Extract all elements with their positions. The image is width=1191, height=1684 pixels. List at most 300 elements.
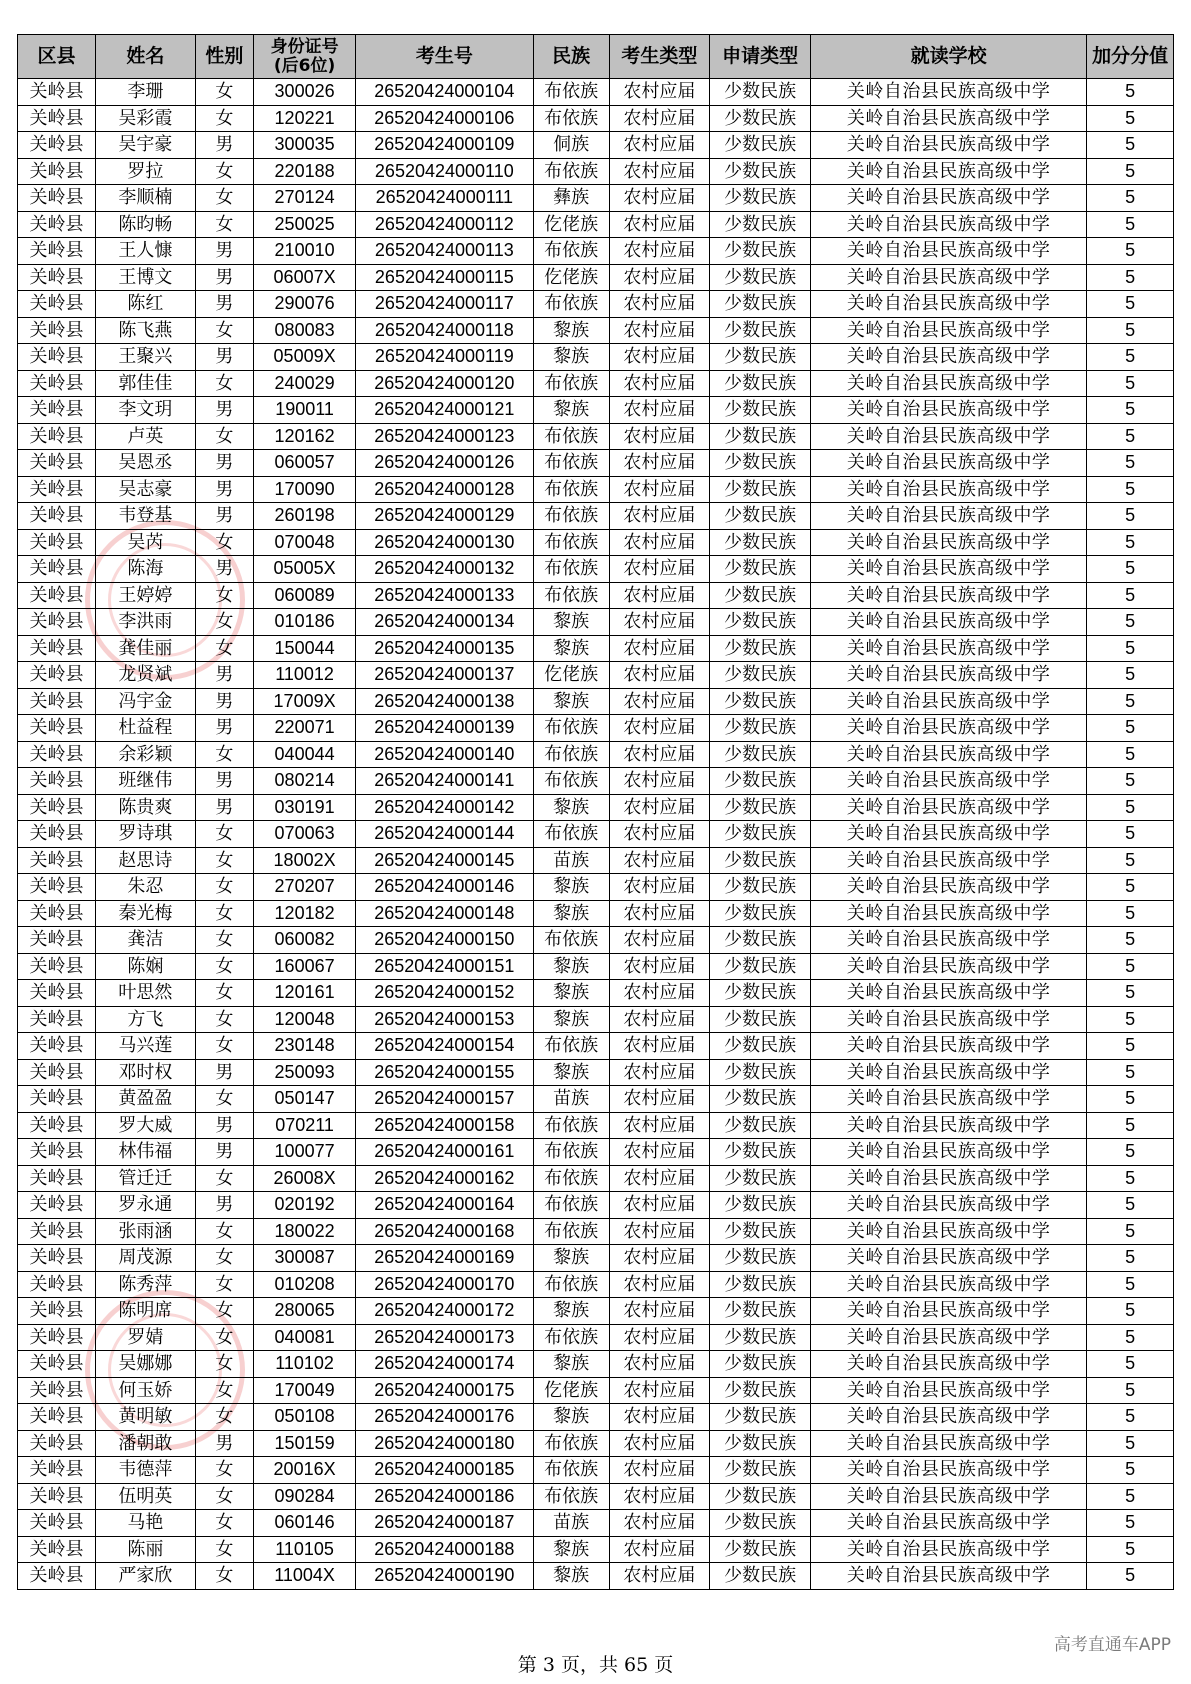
cell-name: 罗诗琪: [96, 821, 196, 848]
cell-school: 关岭自治县民族高级中学: [811, 264, 1087, 291]
cell-district: 关岭县: [18, 1165, 96, 1192]
cell-gender: 女: [195, 105, 254, 132]
cell-candidate-type: 农村应届: [609, 900, 710, 927]
cell-ethnicity: 布依族: [533, 529, 609, 556]
cell-district: 关岭县: [18, 1006, 96, 1033]
table-row: [18, 1165, 1174, 1192]
cell-exam-number: 26520424000138: [356, 688, 534, 715]
cell-school: 关岭自治县民族高级中学: [811, 1510, 1087, 1537]
cell-name: 马兴莲: [96, 1033, 196, 1060]
cell-ethnicity: 布依族: [533, 105, 609, 132]
cell-name: 龚佳丽: [96, 635, 196, 662]
cell-bonus-points: 5: [1087, 1139, 1174, 1166]
cell-name: 李文玥: [96, 397, 196, 424]
cell-id-last6: 280065: [254, 1298, 356, 1325]
cell-gender: 女: [195, 1324, 254, 1351]
table-row: [18, 1271, 1174, 1298]
cell-id-last6: 030191: [254, 794, 356, 821]
cell-application-type: 少数民族: [710, 105, 811, 132]
cell-exam-number: 26520424000139: [356, 715, 534, 742]
cell-application-type: 少数民族: [710, 821, 811, 848]
cell-exam-number: 26520424000174: [356, 1351, 534, 1378]
table-row: [18, 79, 1174, 106]
cell-name: 周茂源: [96, 1245, 196, 1272]
cell-candidate-type: 农村应届: [609, 397, 710, 424]
cell-district: 关岭县: [18, 79, 96, 106]
cell-district: 关岭县: [18, 423, 96, 450]
cell-ethnicity: 布依族: [533, 927, 609, 954]
header-id-last6: [254, 35, 356, 79]
cell-application-type: 少数民族: [710, 582, 811, 609]
cell-district: 关岭县: [18, 662, 96, 689]
cell-name: 王婷婷: [96, 582, 196, 609]
cell-application-type: 少数民族: [710, 344, 811, 371]
cell-name: 冯宇金: [96, 688, 196, 715]
cell-id-last6: 120182: [254, 900, 356, 927]
cell-id-last6: 080214: [254, 768, 356, 795]
cell-school: 关岭自治县民族高级中学: [811, 1165, 1087, 1192]
cell-school: 关岭自治县民族高级中学: [811, 635, 1087, 662]
cell-bonus-points: 5: [1087, 1006, 1174, 1033]
cell-application-type: 少数民族: [710, 1139, 811, 1166]
cell-id-last6: 010186: [254, 609, 356, 636]
table-row: [18, 450, 1174, 477]
cell-candidate-type: 农村应届: [609, 1059, 710, 1086]
cell-bonus-points: 5: [1087, 158, 1174, 185]
cell-id-last6: 220188: [254, 158, 356, 185]
cell-gender: 女: [195, 185, 254, 212]
cell-exam-number: 26520424000170: [356, 1271, 534, 1298]
cell-bonus-points: 5: [1087, 1271, 1174, 1298]
cell-exam-number: 26520424000129: [356, 503, 534, 530]
cell-ethnicity: 黎族: [533, 1351, 609, 1378]
cell-exam-number: 26520424000104: [356, 79, 534, 106]
cell-id-last6: 060089: [254, 582, 356, 609]
cell-candidate-type: 农村应届: [609, 317, 710, 344]
cell-application-type: 少数民族: [710, 238, 811, 265]
cell-bonus-points: 5: [1087, 1483, 1174, 1510]
cell-name: 张雨涵: [96, 1218, 196, 1245]
cell-exam-number: 26520424000130: [356, 529, 534, 556]
cell-exam-number: 26520424000164: [356, 1192, 534, 1219]
header-exam-number: 考生号: [356, 35, 534, 79]
cell-exam-number: 26520424000157: [356, 1086, 534, 1113]
cell-bonus-points: 5: [1087, 264, 1174, 291]
cell-district: 关岭县: [18, 1324, 96, 1351]
cell-application-type: 少数民族: [710, 1324, 811, 1351]
cell-school: 关岭自治县民族高级中学: [811, 503, 1087, 530]
header-bonus-points: 加分分值: [1087, 35, 1174, 79]
cell-name: 陈昀畅: [96, 211, 196, 238]
cell-ethnicity: 黎族: [533, 874, 609, 901]
cell-bonus-points: 5: [1087, 1218, 1174, 1245]
cell-name: 李洪雨: [96, 609, 196, 636]
cell-school: 关岭自治县民族高级中学: [811, 529, 1087, 556]
cell-name: 邓时权: [96, 1059, 196, 1086]
cell-bonus-points: 5: [1087, 715, 1174, 742]
cell-candidate-type: 农村应届: [609, 1351, 710, 1378]
cell-name: 严家欣: [96, 1563, 196, 1590]
cell-candidate-type: 农村应届: [609, 185, 710, 212]
cell-application-type: 少数民族: [710, 529, 811, 556]
cell-id-last6: 110012: [254, 662, 356, 689]
cell-id-last6: 050108: [254, 1404, 356, 1431]
cell-district: 关岭县: [18, 1218, 96, 1245]
cell-id-last6: 070063: [254, 821, 356, 848]
cell-id-last6: 040081: [254, 1324, 356, 1351]
cell-candidate-type: 农村应届: [609, 238, 710, 265]
cell-bonus-points: 5: [1087, 1536, 1174, 1563]
cell-school: 关岭自治县民族高级中学: [811, 609, 1087, 636]
cell-school: 关岭自治县民族高级中学: [811, 1112, 1087, 1139]
cell-exam-number: 26520424000110: [356, 158, 534, 185]
cell-gender: 女: [195, 423, 254, 450]
cell-candidate-type: 农村应届: [609, 1324, 710, 1351]
table-row: [18, 768, 1174, 795]
cell-application-type: 少数民族: [710, 423, 811, 450]
cell-gender: 女: [195, 874, 254, 901]
cell-candidate-type: 农村应届: [609, 1483, 710, 1510]
cell-bonus-points: 5: [1087, 1033, 1174, 1060]
cell-bonus-points: 5: [1087, 1059, 1174, 1086]
cell-school: 关岭自治县民族高级中学: [811, 847, 1087, 874]
cell-district: 关岭县: [18, 503, 96, 530]
cell-ethnicity: 布依族: [533, 158, 609, 185]
cell-bonus-points: 5: [1087, 1245, 1174, 1272]
cell-candidate-type: 农村应届: [609, 1006, 710, 1033]
cell-id-last6: 270124: [254, 185, 356, 212]
cell-school: 关岭自治县民族高级中学: [811, 1563, 1087, 1590]
cell-bonus-points: 5: [1087, 900, 1174, 927]
cell-school: 关岭自治县民族高级中学: [811, 1298, 1087, 1325]
cell-ethnicity: 仡佬族: [533, 1377, 609, 1404]
cell-gender: 男: [195, 132, 254, 159]
cell-school: 关岭自治县民族高级中学: [811, 874, 1087, 901]
cell-ethnicity: 布依族: [533, 582, 609, 609]
cell-ethnicity: 黎族: [533, 1536, 609, 1563]
cell-gender: 女: [195, 317, 254, 344]
cell-id-last6: 020192: [254, 1192, 356, 1219]
cell-id-last6: 070211: [254, 1112, 356, 1139]
cell-bonus-points: 5: [1087, 821, 1174, 848]
cell-district: 关岭县: [18, 1033, 96, 1060]
cell-id-last6: 010208: [254, 1271, 356, 1298]
cell-exam-number: 26520424000176: [356, 1404, 534, 1431]
cell-school: 关岭自治县民族高级中学: [811, 1483, 1087, 1510]
cell-bonus-points: 5: [1087, 1377, 1174, 1404]
cell-ethnicity: 黎族: [533, 1298, 609, 1325]
cell-name: 王人慷: [96, 238, 196, 265]
cell-school: 关岭自治县民族高级中学: [811, 1139, 1087, 1166]
cell-name: 马艳: [96, 1510, 196, 1537]
header-id-line1: 身份证号: [270, 36, 339, 57]
cell-gender: 女: [195, 1563, 254, 1590]
table-row: [18, 1033, 1174, 1060]
cell-name: 赵思诗: [96, 847, 196, 874]
cell-exam-number: 26520424000111: [356, 185, 534, 212]
cell-bonus-points: 5: [1087, 79, 1174, 106]
table-row: [18, 1563, 1174, 1590]
cell-gender: 男: [195, 1139, 254, 1166]
cell-ethnicity: 黎族: [533, 900, 609, 927]
cell-name: 陈明席: [96, 1298, 196, 1325]
cell-candidate-type: 农村应届: [609, 556, 710, 583]
cell-school: 关岭自治县民族高级中学: [811, 1404, 1087, 1431]
cell-name: 李顺楠: [96, 185, 196, 212]
table-row: [18, 1483, 1174, 1510]
cell-district: 关岭县: [18, 1059, 96, 1086]
cell-application-type: 少数民族: [710, 132, 811, 159]
cell-name: 吴娜娜: [96, 1351, 196, 1378]
cell-application-type: 少数民族: [710, 1059, 811, 1086]
cell-ethnicity: 彝族: [533, 185, 609, 212]
cell-exam-number: 26520424000168: [356, 1218, 534, 1245]
cell-ethnicity: 布依族: [533, 1324, 609, 1351]
cell-candidate-type: 农村应届: [609, 953, 710, 980]
cell-name: 秦光梅: [96, 900, 196, 927]
cell-exam-number: 26520424000186: [356, 1483, 534, 1510]
cell-exam-number: 26520424000142: [356, 794, 534, 821]
table-row: [18, 317, 1174, 344]
cell-exam-number: 26520424000117: [356, 291, 534, 318]
table-row: [18, 1059, 1174, 1086]
cell-ethnicity: 布依族: [533, 238, 609, 265]
cell-ethnicity: 苗族: [533, 1510, 609, 1537]
cell-name: 班继伟: [96, 768, 196, 795]
cell-exam-number: 26520424000113: [356, 238, 534, 265]
cell-gender: 男: [195, 1192, 254, 1219]
cell-application-type: 少数民族: [710, 476, 811, 503]
cell-school: 关岭自治县民族高级中学: [811, 1245, 1087, 1272]
table-row: [18, 185, 1174, 212]
cell-exam-number: 26520424000153: [356, 1006, 534, 1033]
cell-candidate-type: 农村应届: [609, 1033, 710, 1060]
cell-application-type: 少数民族: [710, 450, 811, 477]
cell-exam-number: 26520424000169: [356, 1245, 534, 1272]
cell-candidate-type: 农村应届: [609, 158, 710, 185]
cell-bonus-points: 5: [1087, 1298, 1174, 1325]
cell-district: 关岭县: [18, 874, 96, 901]
cell-exam-number: 26520424000132: [356, 556, 534, 583]
cell-id-last6: 190011: [254, 397, 356, 424]
cell-candidate-type: 农村应届: [609, 79, 710, 106]
cell-id-last6: 06007X: [254, 264, 356, 291]
cell-name: 陈丽: [96, 1536, 196, 1563]
cell-name: 叶思然: [96, 980, 196, 1007]
cell-name: 陈贵爽: [96, 794, 196, 821]
cell-district: 关岭县: [18, 529, 96, 556]
cell-candidate-type: 农村应届: [609, 450, 710, 477]
cell-candidate-type: 农村应届: [609, 1510, 710, 1537]
cell-application-type: 少数民族: [710, 794, 811, 821]
cell-name: 罗大威: [96, 1112, 196, 1139]
cell-exam-number: 26520424000150: [356, 927, 534, 954]
cell-candidate-type: 农村应届: [609, 503, 710, 530]
cell-id-last6: 150159: [254, 1430, 356, 1457]
cell-id-last6: 090284: [254, 1483, 356, 1510]
cell-candidate-type: 农村应届: [609, 1218, 710, 1245]
cell-exam-number: 26520424000133: [356, 582, 534, 609]
cell-gender: 男: [195, 688, 254, 715]
header-gender: 性别: [195, 35, 254, 79]
cell-gender: 女: [195, 1271, 254, 1298]
cell-gender: 女: [195, 635, 254, 662]
cell-district: 关岭县: [18, 821, 96, 848]
cell-application-type: 少数民族: [710, 874, 811, 901]
cell-ethnicity: 布依族: [533, 503, 609, 530]
table-header-row: [18, 35, 1174, 79]
cell-name: 吴恩丞: [96, 450, 196, 477]
cell-district: 关岭县: [18, 1245, 96, 1272]
cell-school: 关岭自治县民族高级中学: [811, 1006, 1087, 1033]
table-row: [18, 1192, 1174, 1219]
cell-application-type: 少数民族: [710, 1536, 811, 1563]
table-row: [18, 715, 1174, 742]
cell-exam-number: 26520424000134: [356, 609, 534, 636]
cell-exam-number: 26520424000172: [356, 1298, 534, 1325]
cell-application-type: 少数民族: [710, 768, 811, 795]
cell-id-last6: 170090: [254, 476, 356, 503]
cell-district: 关岭县: [18, 1536, 96, 1563]
cell-id-last6: 110105: [254, 1536, 356, 1563]
cell-district: 关岭县: [18, 1457, 96, 1484]
cell-school: 关岭自治县民族高级中学: [811, 317, 1087, 344]
table-row: [18, 1536, 1174, 1563]
cell-ethnicity: 黎族: [533, 1563, 609, 1590]
cell-bonus-points: 5: [1087, 662, 1174, 689]
cell-candidate-type: 农村应届: [609, 1457, 710, 1484]
cell-gender: 男: [195, 264, 254, 291]
cell-gender: 女: [195, 1298, 254, 1325]
cell-gender: 男: [195, 1059, 254, 1086]
cell-school: 关岭自治县民族高级中学: [811, 238, 1087, 265]
cell-bonus-points: 5: [1087, 238, 1174, 265]
cell-gender: 男: [195, 344, 254, 371]
cell-exam-number: 26520424000161: [356, 1139, 534, 1166]
cell-id-last6: 300026: [254, 79, 356, 106]
cell-exam-number: 26520424000120: [356, 370, 534, 397]
cell-district: 关岭县: [18, 1510, 96, 1537]
cell-district: 关岭县: [18, 768, 96, 795]
cell-candidate-type: 农村应届: [609, 1536, 710, 1563]
cell-candidate-type: 农村应届: [609, 1298, 710, 1325]
cell-bonus-points: 5: [1087, 344, 1174, 371]
cell-ethnicity: 布依族: [533, 1139, 609, 1166]
cell-bonus-points: 5: [1087, 927, 1174, 954]
cell-ethnicity: 布依族: [533, 1218, 609, 1245]
header-district: 区县: [18, 35, 96, 79]
cell-application-type: 少数民族: [710, 1457, 811, 1484]
table-row: [18, 397, 1174, 424]
cell-school: 关岭自治县民族高级中学: [811, 927, 1087, 954]
cell-candidate-type: 农村应届: [609, 344, 710, 371]
cell-school: 关岭自治县民族高级中学: [811, 741, 1087, 768]
cell-bonus-points: 5: [1087, 1324, 1174, 1351]
cell-school: 关岭自治县民族高级中学: [811, 211, 1087, 238]
cell-district: 关岭县: [18, 291, 96, 318]
cell-bonus-points: 5: [1087, 953, 1174, 980]
cell-district: 关岭县: [18, 1563, 96, 1590]
cell-application-type: 少数民族: [710, 211, 811, 238]
cell-school: 关岭自治县民族高级中学: [811, 450, 1087, 477]
cell-ethnicity: 布依族: [533, 370, 609, 397]
cell-ethnicity: 黎族: [533, 635, 609, 662]
table-row: [18, 476, 1174, 503]
cell-gender: 女: [195, 821, 254, 848]
cell-candidate-type: 农村应届: [609, 609, 710, 636]
cell-name: 龙贤斌: [96, 662, 196, 689]
cell-district: 关岭县: [18, 794, 96, 821]
app-watermark: 高考直通车APP: [1053, 1635, 1171, 1655]
cell-candidate-type: 农村应届: [609, 688, 710, 715]
cell-gender: 女: [195, 1218, 254, 1245]
cell-gender: 女: [195, 953, 254, 980]
cell-bonus-points: 5: [1087, 556, 1174, 583]
cell-application-type: 少数民族: [710, 609, 811, 636]
cell-name: 朱忍: [96, 874, 196, 901]
table-row: [18, 105, 1174, 132]
cell-school: 关岭自治县民族高级中学: [811, 1033, 1087, 1060]
cell-school: 关岭自治县民族高级中学: [811, 185, 1087, 212]
table-row: [18, 1112, 1174, 1139]
cell-name: 方飞: [96, 1006, 196, 1033]
cell-name: 罗拉: [96, 158, 196, 185]
cell-candidate-type: 农村应届: [609, 768, 710, 795]
cell-school: 关岭自治县民族高级中学: [811, 79, 1087, 106]
cell-id-last6: 18002X: [254, 847, 356, 874]
cell-bonus-points: 5: [1087, 450, 1174, 477]
cell-ethnicity: 黎族: [533, 1059, 609, 1086]
cell-gender: 男: [195, 476, 254, 503]
cell-gender: 男: [195, 556, 254, 583]
cell-application-type: 少数民族: [710, 1404, 811, 1431]
cell-name: 罗永通: [96, 1192, 196, 1219]
cell-district: 关岭县: [18, 476, 96, 503]
cell-school: 关岭自治县民族高级中学: [811, 423, 1087, 450]
cell-name: 罗婧: [96, 1324, 196, 1351]
cell-district: 关岭县: [18, 397, 96, 424]
cell-exam-number: 26520424000173: [356, 1324, 534, 1351]
cell-ethnicity: 侗族: [533, 132, 609, 159]
cell-school: 关岭自治县民族高级中学: [811, 662, 1087, 689]
cell-application-type: 少数民族: [710, 1218, 811, 1245]
cell-ethnicity: 黎族: [533, 980, 609, 1007]
cell-name: 王博文: [96, 264, 196, 291]
cell-candidate-type: 农村应届: [609, 715, 710, 742]
cell-candidate-type: 农村应届: [609, 1377, 710, 1404]
cell-candidate-type: 农村应届: [609, 874, 710, 901]
cell-id-last6: 110102: [254, 1351, 356, 1378]
cell-gender: 男: [195, 715, 254, 742]
cell-candidate-type: 农村应届: [609, 423, 710, 450]
cell-exam-number: 26520424000158: [356, 1112, 534, 1139]
cell-candidate-type: 农村应届: [609, 821, 710, 848]
cell-bonus-points: 5: [1087, 635, 1174, 662]
cell-school: 关岭自治县民族高级中学: [811, 132, 1087, 159]
cell-exam-number: 26520424000185: [356, 1457, 534, 1484]
cell-id-last6: 260198: [254, 503, 356, 530]
cell-gender: 女: [195, 158, 254, 185]
cell-id-last6: 17009X: [254, 688, 356, 715]
cell-district: 关岭县: [18, 1298, 96, 1325]
cell-application-type: 少数民族: [710, 1430, 811, 1457]
cell-exam-number: 26520424000126: [356, 450, 534, 477]
cell-application-type: 少数民族: [710, 79, 811, 106]
cell-id-last6: 11004X: [254, 1563, 356, 1590]
cell-name: 李珊: [96, 79, 196, 106]
cell-gender: 女: [195, 1483, 254, 1510]
cell-gender: 女: [195, 79, 254, 106]
